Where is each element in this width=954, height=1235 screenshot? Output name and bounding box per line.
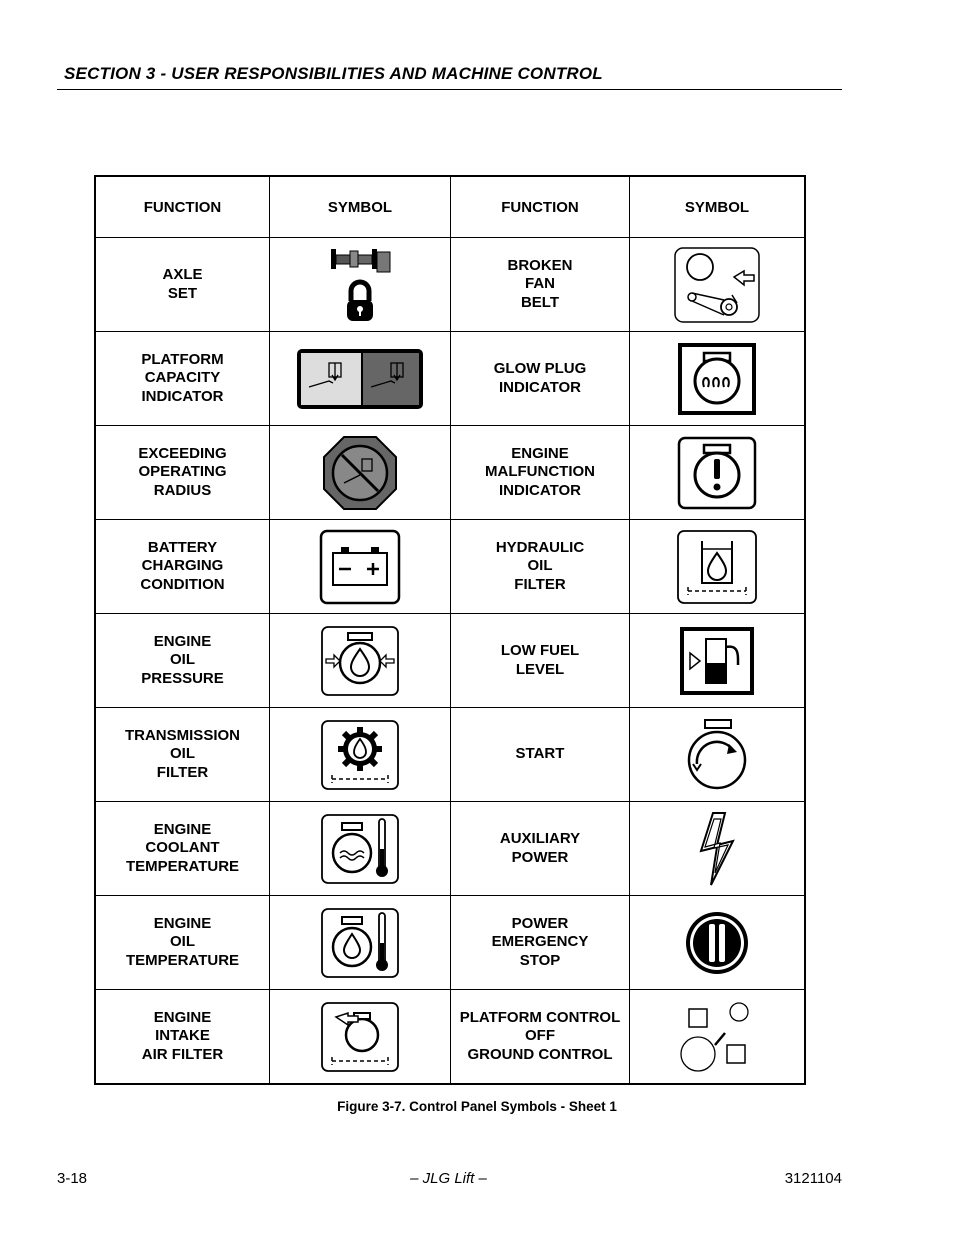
symbol-cell [630, 426, 806, 520]
symbol-cell [270, 332, 451, 426]
symbol-cell [270, 614, 451, 708]
table-row [95, 426, 805, 520]
function-transmission-oil-filter: TRANSMISSION OIL FILTER [95, 708, 270, 802]
table-row [95, 896, 805, 990]
start-icon [685, 718, 749, 792]
symbol-cell [630, 896, 806, 990]
figure-caption: Figure 3-7. Control Panel Symbols - Sheet 1 [337, 1099, 617, 1114]
function-low-fuel: LOW FUEL LEVEL [451, 614, 630, 708]
broken-fan-belt-icon [672, 245, 762, 325]
control-panel-symbols-table [94, 175, 806, 1085]
function-broken-fan-belt: BROKEN FAN BELT [451, 238, 630, 332]
symbol-cell [270, 238, 451, 332]
header-function-left: FUNCTION [95, 176, 270, 238]
symbol-cell [270, 426, 451, 520]
symbol-cell [630, 520, 806, 614]
symbol-cell [630, 990, 806, 1085]
symbol-cell [630, 802, 806, 896]
symbol-cell [270, 520, 451, 614]
symbol-cell [270, 896, 451, 990]
table-row [95, 520, 805, 614]
exceeding-radius-icon [322, 435, 398, 511]
platform-ground-control-icon [677, 1001, 757, 1073]
function-platform-capacity: PLATFORM CAPACITY INDICATOR [95, 332, 270, 426]
header-symbol-right: SYMBOL [630, 176, 806, 238]
battery-icon [319, 529, 401, 605]
symbol-cell [270, 708, 451, 802]
function-engine-oil-pressure: ENGINE OIL PRESSURE [95, 614, 270, 708]
low-fuel-icon [678, 625, 756, 697]
symbol-cell [630, 238, 806, 332]
function-axle-set: AXLE SET [95, 238, 270, 332]
symbol-cell [270, 802, 451, 896]
function-glow-plug: GLOW PLUG INDICATOR [451, 332, 630, 426]
section-title: SECTION 3 - USER RESPONSIBILITIES AND MACHINE CONTROL [64, 64, 603, 83]
function-emergency-stop: POWER EMERGENCY STOP [451, 896, 630, 990]
symbol-cell [630, 332, 806, 426]
function-engine-oil-temp: ENGINE OIL TEMPERATURE [95, 896, 270, 990]
symbol-cell [630, 614, 806, 708]
platform-capacity-icon [295, 347, 425, 411]
symbol-cell [270, 990, 451, 1085]
engine-malfunction-icon [676, 435, 758, 511]
header-function-right: FUNCTION [451, 176, 630, 238]
function-battery: BATTERY CHARGING CONDITION [95, 520, 270, 614]
glow-plug-icon [676, 341, 758, 417]
transmission-oil-filter-icon [320, 719, 400, 791]
table-header-row [95, 176, 805, 238]
engine-oil-pressure-icon [320, 625, 400, 697]
engine-oil-temp-icon [320, 907, 400, 979]
emergency-stop-icon [684, 910, 750, 976]
header-rule [57, 89, 842, 90]
function-platform-ground-control: PLATFORM CONTROL OFF GROUND CONTROL [451, 990, 630, 1085]
intake-air-filter-icon [320, 1001, 400, 1073]
symbol-cell [630, 708, 806, 802]
auxiliary-power-icon [695, 811, 739, 887]
table-row [95, 990, 805, 1085]
function-engine-coolant-temp: ENGINE COOLANT TEMPERATURE [95, 802, 270, 896]
table-row [95, 238, 805, 332]
function-engine-malfunction: ENGINE MALFUNCTION INDICATOR [451, 426, 630, 520]
page-number: 3-18 [57, 1170, 88, 1187]
document-number: 3121104 [784, 1170, 842, 1187]
hydraulic-oil-filter-icon [676, 529, 758, 605]
function-hydraulic-oil-filter: HYDRAULIC OIL FILTER [451, 520, 630, 614]
function-auxiliary-power: AUXILIARY POWER [451, 802, 630, 896]
function-intake-air-filter: ENGINE INTAKE AIR FILTER [95, 990, 270, 1085]
table-row [95, 708, 805, 802]
header-symbol-left: SYMBOL [270, 176, 451, 238]
table-row [95, 802, 805, 896]
function-exceeding-radius: EXCEEDING OPERATING RADIUS [95, 426, 270, 520]
axle-set-icon [325, 245, 395, 325]
engine-coolant-temp-icon [320, 813, 400, 885]
footer-publisher: – JLG Lift – [410, 1170, 487, 1187]
table-row [95, 332, 805, 426]
table-row [95, 614, 805, 708]
function-start: START [451, 708, 630, 802]
